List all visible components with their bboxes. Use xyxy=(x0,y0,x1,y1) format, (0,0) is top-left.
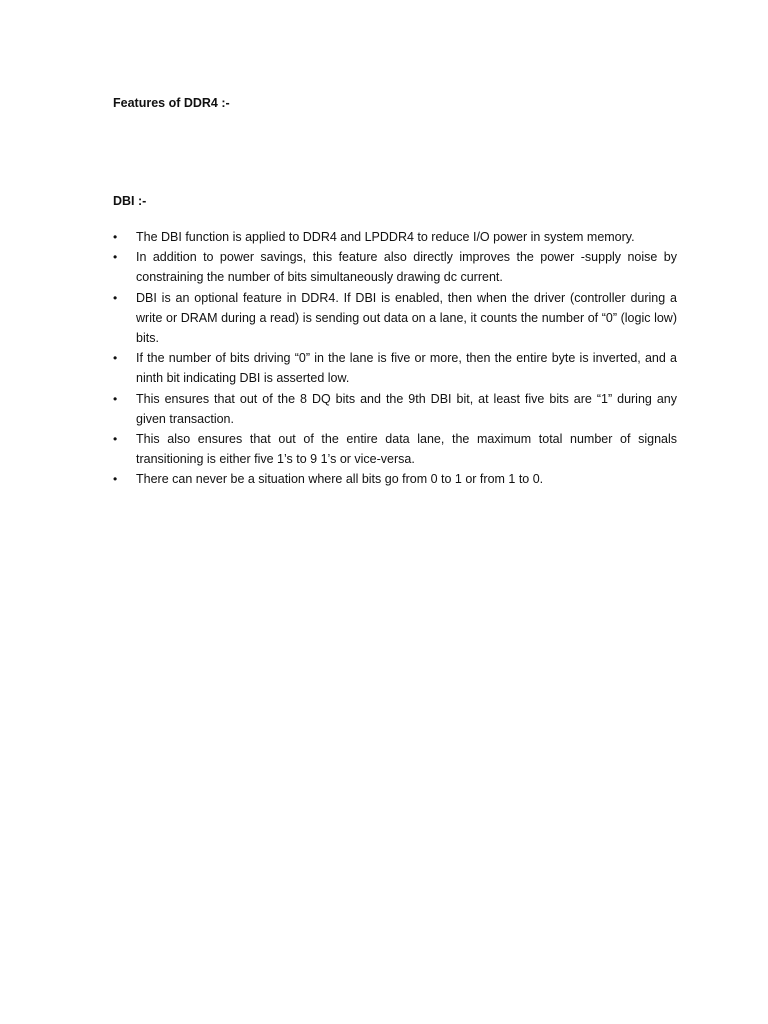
bullet-text: There can never be a situation where all bits go from 0 to 1 or from 1 to 0. xyxy=(136,472,544,487)
bullet-text: DBI is an optional feature in DDR4. If DBI is enabled, then when the driver (controller during a write or DRAM during a read) is sending out data on a lane, it counts the number of “0” (logic low) bits. xyxy=(136,290,677,346)
list-item xyxy=(113,288,677,349)
bullet-icon: • xyxy=(113,230,118,244)
bullet-text: This also ensures that out of the entire data lane, the maximum total number of signals transitioning is either five 1’s to 9 1’s or vice-versa. xyxy=(136,432,677,467)
list-item xyxy=(113,227,677,247)
list-item xyxy=(113,469,677,489)
bullet-icon: • xyxy=(113,432,118,447)
list-item xyxy=(113,247,677,287)
list-item xyxy=(113,429,677,469)
bullet-text: This ensures that out of the 8 DQ bits and the 9th DBI bit, at least five bits are “1” during any given transaction. xyxy=(136,391,677,426)
dbi-bullet-list xyxy=(113,227,677,490)
bullet-icon: • xyxy=(113,391,118,406)
bullet-icon: • xyxy=(113,351,118,366)
bullet-icon: • xyxy=(113,250,118,265)
bullet-icon: • xyxy=(113,472,118,487)
document-title: Features of DDR4 :- xyxy=(113,96,230,110)
bullet-text: In addition to power savings, this feature also directly improves the power -supply noise by constraining the number of bits simultaneously drawing dc current. xyxy=(136,250,677,285)
list-item xyxy=(113,389,677,429)
bullet-text: If the number of bits driving “0” in the lane is five or more, then the entire byte is inverted, and a ninth bit indicating DBI is asserted low. xyxy=(136,351,677,386)
section-heading-dbi: DBI :- xyxy=(113,194,147,208)
bullet-icon: • xyxy=(113,290,118,305)
bullet-text: The DBI function is applied to DDR4 and LPDDR4 to reduce I/O power in system memory. xyxy=(136,230,635,244)
list-item xyxy=(113,348,677,388)
